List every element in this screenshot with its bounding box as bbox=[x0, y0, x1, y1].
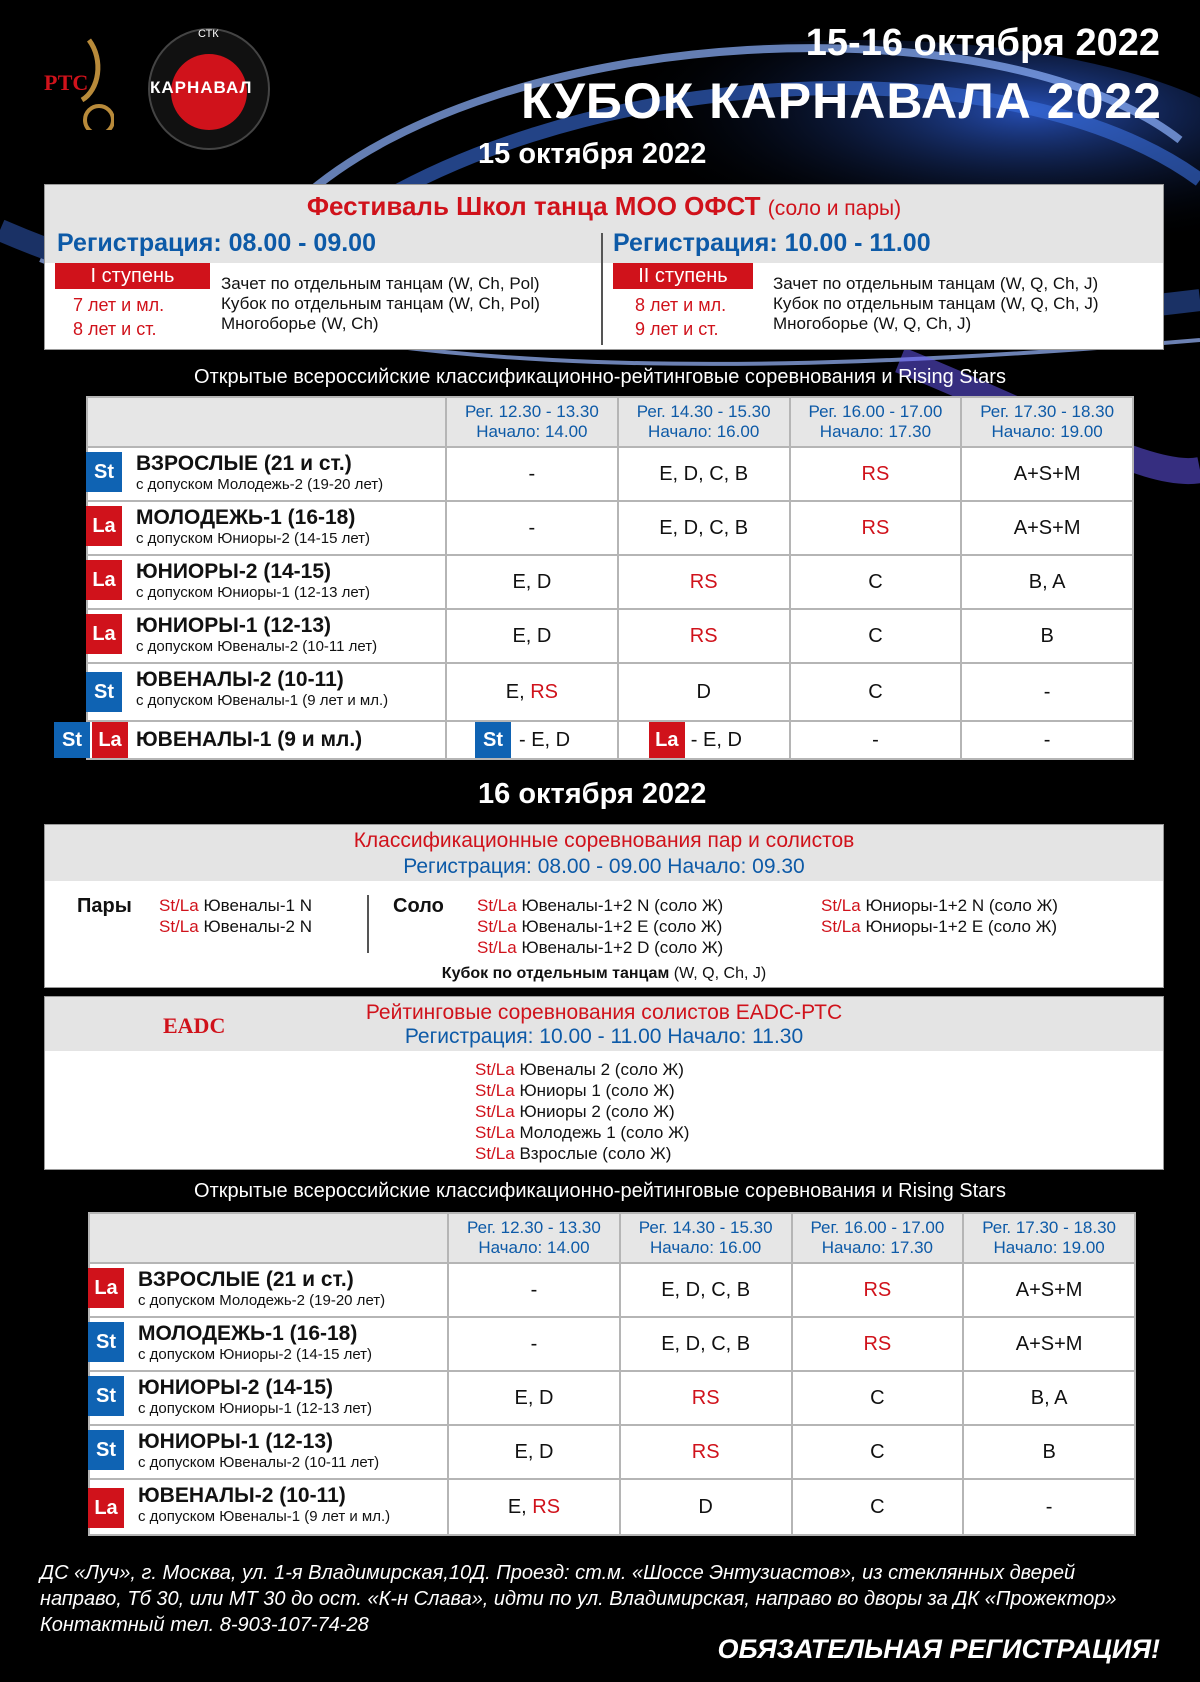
stage-1-age-1: 7 лет и мл. bbox=[73, 295, 165, 315]
stage-2-age-1: 8 лет и мл. bbox=[635, 295, 727, 315]
stage-2-line-1: Зачет по отдельным танцам (W, Q, Ch, J) bbox=[773, 274, 1099, 293]
pairs-label: Пары bbox=[77, 895, 132, 917]
solo-text: Ювеналы-1+2 N (соло Ж) bbox=[521, 896, 724, 915]
cell-rs: RS bbox=[530, 680, 559, 703]
category-cell bbox=[87, 663, 446, 721]
festival-panel bbox=[44, 184, 1164, 350]
latin-badge: La bbox=[88, 1268, 124, 1308]
stage-2-line-3: Многоборье (W, Q, Ch, J) bbox=[773, 314, 972, 333]
eadc-text: Юниоры 1 (соло Ж) bbox=[519, 1081, 675, 1100]
col-reg: Рег. 14.30 - 15.30 bbox=[636, 402, 771, 421]
standard-badge: St bbox=[86, 672, 122, 712]
solo-label: Соло bbox=[393, 895, 444, 917]
cell: B bbox=[963, 1425, 1135, 1479]
cell: - bbox=[446, 501, 618, 555]
cell: A+S+M bbox=[961, 501, 1133, 555]
stage-1-label: I ступень bbox=[55, 263, 210, 289]
pairs-text: Ювеналы-1 N bbox=[203, 896, 313, 915]
stla-tag: St/La bbox=[475, 1123, 515, 1142]
stla-tag: St/La bbox=[477, 896, 517, 915]
col-header bbox=[446, 397, 618, 447]
col-reg: Рег. 16.00 - 17.00 bbox=[808, 402, 943, 421]
cell: D bbox=[620, 1479, 792, 1535]
cell: E, D, C, B bbox=[618, 447, 790, 501]
class-panel bbox=[44, 824, 1164, 988]
category-sub: с допуском Ювеналы-1 (9 лет и мл.) bbox=[136, 692, 389, 709]
eadc-item bbox=[475, 1143, 671, 1164]
solo-text: Ювеналы-1+2 E (соло Ж) bbox=[521, 917, 723, 936]
col-reg: Рег. 12.30 - 13.30 bbox=[467, 1218, 601, 1237]
col-start: Начало: 17.30 bbox=[821, 1238, 933, 1257]
cell-rs: RS bbox=[790, 501, 962, 555]
eadc-item bbox=[475, 1101, 675, 1122]
pairs-text: Ювеналы-2 N bbox=[203, 917, 313, 936]
cell-rs: RS bbox=[618, 609, 790, 663]
event-title: КУБОК КАРНАВАЛА 2022 bbox=[521, 73, 1162, 129]
cell-text: E, bbox=[505, 680, 531, 703]
solo-item bbox=[477, 916, 722, 937]
stla-tag: St/La bbox=[475, 1060, 515, 1079]
stla-tag: St/La bbox=[475, 1144, 515, 1163]
cell: B, A bbox=[961, 555, 1133, 609]
solo-item bbox=[477, 937, 723, 958]
latin-badge: La bbox=[86, 560, 122, 600]
category-sub: с допуском Ювеналы-1 (9 лет и мл.) bbox=[138, 1508, 391, 1525]
stla-tag: St/La bbox=[821, 896, 861, 915]
category-cell bbox=[89, 1371, 448, 1425]
required-registration: ОБЯЗАТЕЛЬНАЯ РЕГИСТРАЦИЯ! bbox=[717, 1634, 1160, 1664]
col-header bbox=[963, 1213, 1135, 1263]
festival-title-text: Фестиваль Школ танца МОО ОФСТ bbox=[306, 191, 761, 221]
col-header bbox=[620, 1213, 792, 1263]
day1-date: 15 октября 2022 bbox=[478, 138, 707, 170]
cell: - bbox=[448, 1263, 620, 1317]
category-cell bbox=[89, 1317, 448, 1371]
col-header bbox=[448, 1213, 620, 1263]
cell: - bbox=[961, 663, 1133, 721]
eadc-title: Рейтинговые соревнования солистов EADC-РТС bbox=[365, 1001, 843, 1024]
day2-date: 16 октября 2022 bbox=[478, 778, 707, 810]
event-dates: 15-16 октября 2022 bbox=[805, 22, 1160, 64]
eadc-item bbox=[475, 1122, 689, 1143]
col-reg: Рег. 17.30 - 18.30 bbox=[980, 402, 1115, 421]
cell: C bbox=[792, 1371, 964, 1425]
pairs-item bbox=[159, 916, 312, 937]
cell: - bbox=[790, 721, 962, 759]
cell-text: - E, D bbox=[690, 728, 742, 751]
stla-tag: St/La bbox=[477, 917, 517, 936]
category-name: ВЗРОСЛЫЕ (21 и ст.) bbox=[138, 1268, 354, 1291]
footer-address-1: ДС «Луч», г. Москва, ул. 1-я Владимирская,10Д. Проезд: ст.м. «Шоссе Энтузиастов», из стеклянных дверей bbox=[40, 1562, 1076, 1584]
stage-2-label: II ступень bbox=[613, 263, 753, 289]
cell: C bbox=[792, 1479, 964, 1535]
cell: A+S+M bbox=[963, 1263, 1135, 1317]
festival-title-suffix: (соло и пары) bbox=[767, 197, 902, 220]
table-row bbox=[87, 663, 1133, 721]
category-sub: с допуском Ювеналы-2 (10-11 лет) bbox=[136, 638, 378, 655]
category-cell bbox=[89, 1425, 448, 1479]
category-name: МОЛОДЕЖЬ-1 (16-18) bbox=[138, 1322, 358, 1345]
eadc-text: Взрослые (соло Ж) bbox=[519, 1144, 672, 1163]
col-start: Начало: 19.00 bbox=[993, 1238, 1105, 1257]
category-name: ЮНИОРЫ-2 (14-15) bbox=[138, 1376, 334, 1399]
table-row bbox=[89, 1425, 1135, 1479]
stla-tag: St/La bbox=[475, 1081, 515, 1100]
stage-2-age-2: 9 лет и ст. bbox=[635, 319, 719, 339]
latin-badge: La bbox=[86, 614, 122, 654]
pairs-item bbox=[159, 895, 312, 916]
category-name: ЮНИОРЫ-2 (14-15) bbox=[136, 560, 332, 583]
cell: D bbox=[618, 663, 790, 721]
latin-badge: La bbox=[86, 506, 122, 546]
solo-text: Юниоры-1+2 N (соло Ж) bbox=[865, 896, 1058, 915]
day1-schedule-table bbox=[62, 396, 1134, 760]
table-row bbox=[87, 609, 1133, 663]
category-name: ЮВЕНАЛЫ-2 (10-11) bbox=[136, 668, 344, 691]
corner-cell bbox=[87, 397, 446, 447]
standard-badge: St bbox=[54, 722, 90, 758]
eadc-text: Ювеналы 2 (соло Ж) bbox=[519, 1060, 684, 1079]
cell: - bbox=[963, 1479, 1135, 1535]
rtc-logo bbox=[44, 30, 114, 130]
category-sub: с допуском Юниоры-2 (14-15 лет) bbox=[138, 1346, 373, 1363]
col-reg: Рег. 16.00 - 17.00 bbox=[810, 1218, 945, 1237]
latin-badge: La bbox=[649, 722, 685, 758]
footer-address-2: направо, Тб 30, или МТ 30 до ост. «К-н Слава», идти по ул. Владимирская, направо во дворы за ДК «Прожектор» bbox=[40, 1588, 1117, 1610]
cell: C bbox=[790, 609, 962, 663]
table-row bbox=[89, 1317, 1135, 1371]
standard-badge: St bbox=[86, 452, 122, 492]
stage-1-line-2: Кубок по отдельным танцам (W, Ch, Pol) bbox=[221, 294, 540, 313]
class-divider bbox=[367, 895, 369, 953]
table-row bbox=[89, 1263, 1135, 1317]
table-row bbox=[87, 721, 1133, 759]
col-header bbox=[961, 397, 1133, 447]
cell bbox=[446, 721, 618, 759]
table-row bbox=[89, 1371, 1135, 1425]
category-name: ЮВЕНАЛЫ-2 (10-11) bbox=[138, 1484, 346, 1507]
stla-tag: St/La bbox=[821, 917, 861, 936]
col-start: Начало: 14.00 bbox=[476, 422, 588, 441]
cell: C bbox=[790, 555, 962, 609]
cell: B bbox=[961, 609, 1133, 663]
category-sub: с допуском Юниоры-1 (12-13 лет) bbox=[136, 584, 371, 601]
stage-1-line-3: Многоборье (W, Ch) bbox=[221, 314, 379, 333]
stla-tag: St/La bbox=[159, 917, 199, 936]
eadc-item bbox=[475, 1059, 684, 1080]
cell: - bbox=[961, 721, 1133, 759]
stla-tag: St/La bbox=[159, 896, 199, 915]
cell: E, D bbox=[448, 1425, 620, 1479]
standard-badge: St bbox=[475, 722, 511, 758]
class-reg: Регистрация: 08.00 - 09.00 Начало: 09.30 bbox=[403, 855, 805, 878]
category-cell bbox=[87, 609, 446, 663]
category-cell bbox=[89, 1479, 448, 1535]
col-start: Начало: 14.00 bbox=[478, 1238, 590, 1257]
col-reg: Рег. 17.30 - 18.30 bbox=[982, 1218, 1117, 1237]
eadc-panel bbox=[44, 996, 1164, 1170]
festival-left-reg: Регистрация: 08.00 - 09.00 bbox=[57, 229, 376, 257]
col-start: Начало: 17.30 bbox=[819, 422, 932, 441]
cell bbox=[448, 1479, 620, 1535]
standard-badge: St bbox=[88, 1430, 124, 1470]
eadc-item bbox=[475, 1080, 675, 1101]
eadc-logo: EADC bbox=[163, 1013, 226, 1038]
festival-right-reg: Регистрация: 10.00 - 11.00 bbox=[613, 229, 931, 257]
cell: - bbox=[448, 1317, 620, 1371]
category-sub: с допуском Молодежь-2 (19-20 лет) bbox=[138, 1292, 386, 1309]
day1-subtitle: Открытые всероссийские классификационно-рейтинговые соревнования и Rising Stars bbox=[194, 366, 1006, 388]
cup-line bbox=[45, 965, 1163, 983]
cell: E, D bbox=[448, 1371, 620, 1425]
category-name: ВЗРОСЛЫЕ (21 и ст.) bbox=[136, 452, 352, 475]
standard-badge: St bbox=[88, 1376, 124, 1416]
category-cell bbox=[62, 721, 446, 759]
cell-rs: RS bbox=[618, 555, 790, 609]
stla-tag: St/La bbox=[477, 938, 517, 957]
cup-suffix: (W, Q, Ch, J) bbox=[673, 965, 767, 982]
cell: A+S+M bbox=[961, 447, 1133, 501]
category-cell bbox=[87, 555, 446, 609]
table-row bbox=[89, 1479, 1135, 1535]
cell: B, A bbox=[963, 1371, 1135, 1425]
day2-schedule-table bbox=[88, 1212, 1136, 1536]
class-title: Классификационные соревнования пар и солистов bbox=[353, 829, 855, 852]
cell: E, D, C, B bbox=[620, 1317, 792, 1371]
latin-badge: La bbox=[92, 722, 128, 758]
karnaval-logo-small: СТК bbox=[198, 28, 219, 40]
cell: E, D bbox=[446, 555, 618, 609]
cell-rs: RS bbox=[620, 1371, 792, 1425]
eadc-reg: Регистрация: 10.00 - 11.00 Начало: 11.30 bbox=[404, 1025, 804, 1048]
stage-2-line-2: Кубок по отдельным танцам (W, Q, Ch, J) bbox=[773, 294, 1099, 313]
corner-cell bbox=[89, 1213, 448, 1263]
cell: A+S+M bbox=[963, 1317, 1135, 1371]
col-header bbox=[618, 397, 790, 447]
cell: E, D, C, B bbox=[618, 501, 790, 555]
cell-rs: RS bbox=[792, 1317, 964, 1371]
col-header bbox=[792, 1213, 964, 1263]
rtc-logo-text: РТС bbox=[44, 70, 89, 95]
category-cell bbox=[87, 447, 446, 501]
cell-rs: RS bbox=[532, 1495, 561, 1518]
category-name: ЮНИОРЫ-1 (12-13) bbox=[136, 614, 332, 637]
cell-text: E, bbox=[507, 1495, 533, 1518]
cup-text: Кубок по отдельным танцам bbox=[441, 965, 670, 982]
category-sub: с допуском Юниоры-2 (14-15 лет) bbox=[136, 530, 371, 547]
latin-badge: La bbox=[88, 1488, 124, 1528]
stage-1-line-1: Зачет по отдельным танцам (W, Ch, Pol) bbox=[221, 274, 540, 293]
category-name: МОЛОДЕЖЬ-1 (16-18) bbox=[136, 506, 356, 529]
footer-contact: Контактный тел. 8-903-107-74-28 bbox=[40, 1614, 369, 1636]
category-name: ЮВЕНАЛЫ-1 (9 и мл.) bbox=[136, 728, 363, 751]
karnaval-logo-text: КАРНАВАЛ bbox=[150, 78, 253, 97]
festival-divider bbox=[601, 233, 603, 345]
table-row bbox=[87, 447, 1133, 501]
cell: E, D bbox=[446, 609, 618, 663]
cell: - bbox=[446, 447, 618, 501]
category-sub: с допуском Юниоры-1 (12-13 лет) bbox=[138, 1400, 373, 1417]
eadc-text: Молодежь 1 (соло Ж) bbox=[519, 1123, 690, 1142]
col-reg: Рег. 12.30 - 13.30 bbox=[464, 402, 599, 421]
stla-tag: St/La bbox=[475, 1102, 515, 1121]
col-start: Начало: 16.00 bbox=[648, 422, 760, 441]
table-row bbox=[87, 501, 1133, 555]
col-reg: Рег. 14.30 - 15.30 bbox=[638, 1218, 773, 1237]
cell: C bbox=[790, 663, 962, 721]
category-cell bbox=[87, 501, 446, 555]
cell-rs: RS bbox=[792, 1263, 964, 1317]
cell bbox=[446, 663, 618, 721]
stage-1-age-2: 8 лет и ст. bbox=[73, 319, 157, 339]
solo-item bbox=[821, 916, 1057, 937]
category-name: ЮНИОРЫ-1 (12-13) bbox=[138, 1430, 334, 1453]
day2-subtitle: Открытые всероссийские классификационно-рейтинговые соревнования и Rising Stars bbox=[194, 1180, 1006, 1202]
category-sub: с допуском Ювеналы-2 (10-11 лет) bbox=[138, 1454, 380, 1471]
festival-title bbox=[45, 191, 1163, 222]
cell-rs: RS bbox=[790, 447, 962, 501]
cell: C bbox=[792, 1425, 964, 1479]
eadc-text: Юниоры 2 (соло Ж) bbox=[519, 1102, 675, 1121]
karnaval-logo bbox=[146, 26, 272, 152]
category-sub: с допуском Молодежь-2 (19-20 лет) bbox=[136, 476, 384, 493]
solo-text: Ювеналы-1+2 D (соло Ж) bbox=[521, 938, 724, 957]
cell: E, D, C, B bbox=[620, 1263, 792, 1317]
solo-item bbox=[821, 895, 1058, 916]
col-start: Начало: 16.00 bbox=[650, 1238, 762, 1257]
category-cell bbox=[89, 1263, 448, 1317]
cell-text: - E, D bbox=[519, 728, 571, 751]
solo-item bbox=[477, 895, 723, 916]
solo-text: Юниоры-1+2 E (соло Ж) bbox=[865, 917, 1057, 936]
standard-badge: St bbox=[88, 1322, 124, 1362]
cell bbox=[618, 721, 790, 759]
cell-rs: RS bbox=[620, 1425, 792, 1479]
col-header bbox=[790, 397, 962, 447]
col-start: Начало: 19.00 bbox=[991, 422, 1103, 441]
table-row bbox=[87, 555, 1133, 609]
